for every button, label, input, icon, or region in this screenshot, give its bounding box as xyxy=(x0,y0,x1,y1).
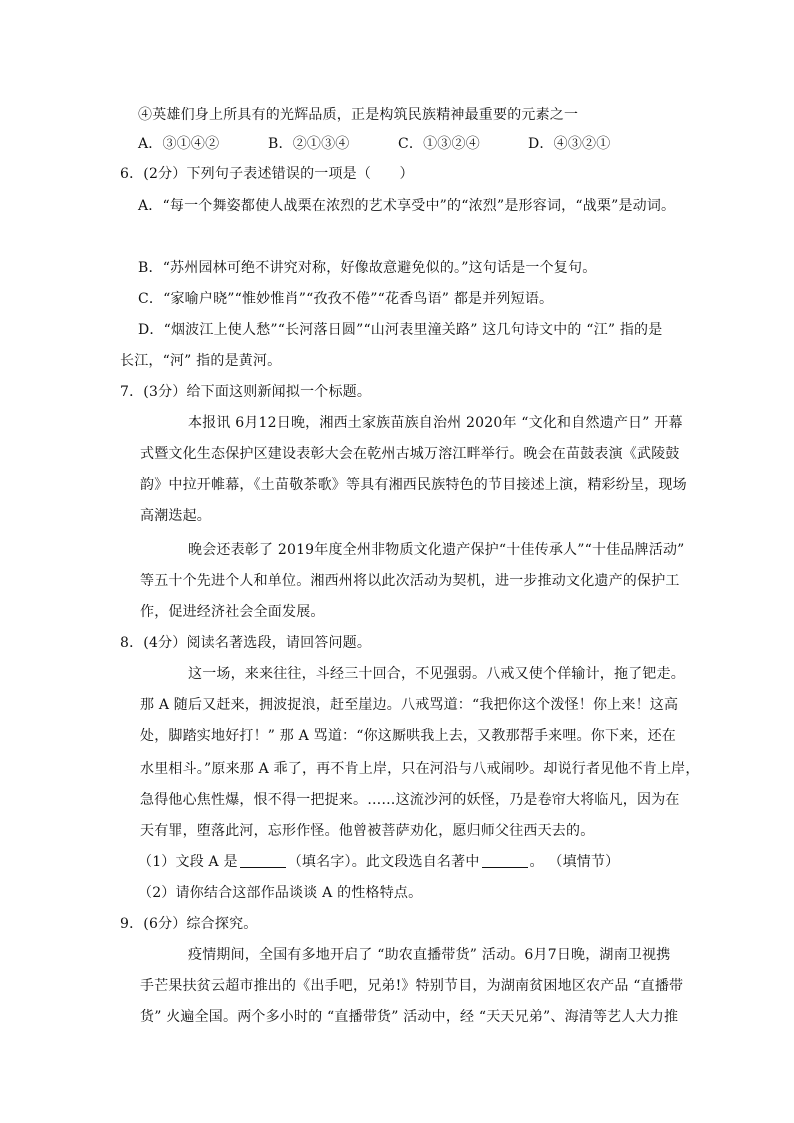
q9-passage-line: 手芒果扶贫云超市推出的《出手吧，兄弟!》特别节目，为湖南贫困地区农产品 “直播带 xyxy=(140,978,684,994)
q8-passage-line: 处，脚踏实地好打！” 那 A 骂道：“你这厮哄我上去，又教那帮手来哩。你下来，还在 xyxy=(140,728,676,744)
q5-item-4: ④英雄们身上所具有的光辉品质，正是构筑民族精神最重要的元素之一 xyxy=(138,107,579,123)
q7-news-line: 本报讯 6月12日晚，湘西土家族苗族自治州 2020年 “文化和自然遗产日” 开幕 xyxy=(188,415,683,431)
q9-passage-line: 货” 火遍全国。两个多小时的 “直播带货” 活动中，经 “天天兄弟”、海清等艺人大力推 xyxy=(140,1009,679,1025)
q5-choices xyxy=(138,134,658,154)
q6-option-b: B．“苏州园林可绝不讲究对称，好像故意避免似的。”这句话是一个复句。 xyxy=(138,260,597,276)
q5-choice-b: B．②①③④ xyxy=(268,136,350,152)
q6-option-c: C．“家喻户晓”“惟妙惟肖”“孜孜不倦”“花香鸟语” 都是并列短语。 xyxy=(138,291,554,307)
q8-passage-line: 急得他心焦性爆，恨不得一把捉来。……这流沙河的妖怪，乃是卷帘大将临凡，因为在 xyxy=(140,792,680,808)
q8-sub1-part-c: 。 （填情节） xyxy=(529,854,620,870)
q8-passage-line: 天有罪，堕落此河，忘形作怪。他曾被菩萨劝化，愿归师父往西天去的。 xyxy=(140,823,595,839)
q8-sub-question-2: （2）请你结合这部作品谈谈 A 的性格特点。 xyxy=(138,885,423,901)
q5-choice-d: D．④③②① xyxy=(528,136,611,152)
q9-passage-line: 疫情期间，全国有多地开启了 “助农直播带货” 活动。6月7日晚，湖南卫视携 xyxy=(188,947,671,963)
q7-news-line: 等五十个先进个人和单位。湘西州将以此次活动为契机，进一步推动文化遗产的保护工 xyxy=(140,573,680,589)
q8-sub1-part-b: （填名字）。此文段选自名著中 xyxy=(287,854,480,870)
q7-news-line: 高潮迭起。 xyxy=(140,508,211,524)
q6-option-d-line1: D．“烟波江上使人愁”“长河落日圆”“山河表里潼关路” 这几句诗文中的 “江” 指的是 xyxy=(138,322,663,338)
q9-stem: 9．(6分）综合探究。 xyxy=(120,916,258,932)
q5-choice-c: C．①③②④ xyxy=(398,136,480,152)
q8-sub-question-1 xyxy=(138,852,619,872)
q5-choice-a: A．③①④② xyxy=(138,136,220,152)
answer-blank[interactable] xyxy=(240,853,286,868)
answer-blank[interactable] xyxy=(482,853,528,868)
q6-option-a: A．“每一个舞姿都使人战栗在浓烈的艺术享受中”的“浓烈”是形容词，“战栗”是动词。 xyxy=(138,198,676,214)
q7-news-line: 韵》中拉开帷幕，《土苗敬茶歌》等具有湘西民族特色的节目接述上演，精彩纷呈，现场 xyxy=(140,477,687,493)
q7-news-line: 作，促进经济社会全面发展。 xyxy=(140,604,325,620)
q7-stem: 7．(3分）给下面这则新闻拟一个标题。 xyxy=(120,384,372,400)
q6-stem: 6．(2分）下列句子表述错误的一项是（ ） xyxy=(120,166,414,182)
q7-news-line: 式暨文化生态保护区建设表彰大会在乾州古城万溶江畔举行。晚会在苗鼓表演《武陵鼓 xyxy=(140,446,680,462)
q8-passage-line: 这一场，来来往往，斗经三十回合，不见强弱。八戒又使个佯输计，拖了钯走。 xyxy=(188,666,685,682)
q8-passage-line: 那 A 随后又赶来，拥波捉浪，赶至崖边。八戒骂道：“我把你这个泼怪！你上来！这高 xyxy=(140,697,679,713)
q8-stem: 8．(4分）阅读名著选段，请回答问题。 xyxy=(120,635,372,651)
q7-news-line: 晚会还表彰了 2019年度全州非物质文化遗产保护“十佳传承人”“十佳品牌活动” xyxy=(188,542,685,558)
q8-sub1-part-a: （1）文段 A 是 xyxy=(138,854,238,870)
q8-passage-line: 水里相斗。”原来那 A 乖了，再不肯上岸，只在河沿与八戒闹吵。却说行者见他不肯上岸， xyxy=(140,761,700,777)
q6-option-d-line2: 长江，“河” 指的是黄河。 xyxy=(120,353,282,369)
